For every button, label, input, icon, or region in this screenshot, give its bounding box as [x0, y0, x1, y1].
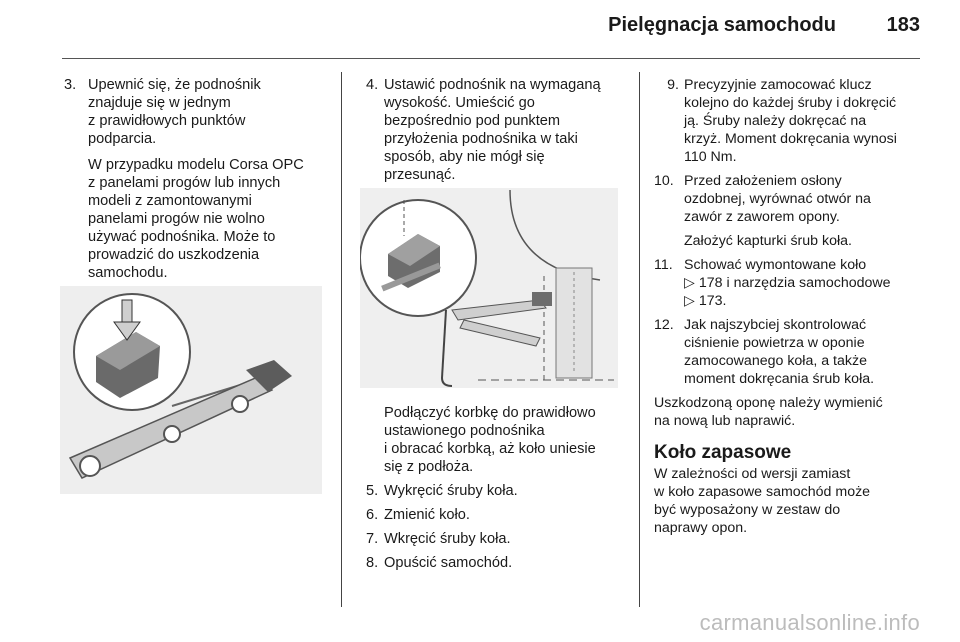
list-item-10 [654, 172, 924, 226]
list-number: 6. [366, 507, 379, 523]
list-text: Ustawić podnośnik na wymaganą wysokość. Umieścić go bezpośrednio pod punktem przyłożenia podnośnika w taki sposób, aby nie mógł się przesunąć. [384, 77, 601, 183]
body-text: Uszkodzoną oponę należy wymienić na nową lub naprawić. [654, 395, 883, 429]
list-number: 4. [366, 77, 379, 93]
column-1 [64, 76, 332, 282]
list-item-4 [366, 76, 632, 184]
list-number: 9. [667, 77, 679, 93]
list-text: Upewnić się, że podnośnik znajduje się w jednym z prawidłowych punktów podparcia. [88, 77, 261, 147]
running-header-title: Pielęgnacja samochodu [608, 14, 836, 36]
list-item-12 [654, 316, 924, 388]
list-item-6 [366, 506, 632, 524]
jack-illustration [60, 286, 322, 494]
body-text: W zależności od wersji zamiast w koło zapasowe samochód może być wyposażony w zestaw do naprawy opon. [654, 466, 871, 536]
column-divider-2 [639, 72, 640, 607]
list-item-7 [366, 530, 632, 548]
list-number: 11. [654, 257, 673, 273]
list-text: Opuścić samochód. [384, 555, 513, 571]
page-reference: 173. [698, 293, 727, 309]
header-rule [62, 58, 920, 59]
list-item-8 [366, 554, 632, 572]
list-number: 3. [64, 77, 77, 93]
list-text: Wkręcić śruby koła. [384, 531, 511, 547]
list-text: Precyzyjnie zamocować klucz kolejno do każdej śruby i dokręcić ją. Śruby należy dokręcać na krzyż. Moment dokręcania wynosi 110 Nm. [684, 77, 897, 165]
column-3 [654, 76, 924, 537]
page-number: 183 [886, 14, 920, 36]
list-text: Wykręcić śruby koła. [384, 483, 518, 499]
column-2-continued [366, 404, 632, 572]
list-item-5 [366, 482, 632, 500]
watermark: carmanualsonline.info [699, 610, 920, 635]
page-reference: 178 i narzędzia samochodowe [698, 275, 891, 291]
list-item-9 [654, 76, 924, 166]
section-heading: Koło zapasowe [654, 442, 792, 463]
list-number: 8. [366, 555, 379, 571]
note-text: W przypadku modelu Corsa OPC z panelami progów lub innych modeli z zamontowanymi panelami progów nie wolno używać podnośnika. Może to prowadzić do uszkodzenia samochodu. [88, 157, 304, 281]
list-text-line: Schować wymontowane koło [684, 257, 867, 273]
note-text: Podłączyć korbkę do prawidłowo ustawionego podnośnika i obracać korbką, aż koło uniesie się z podłoża. [384, 405, 596, 475]
arrow-ref-icon[interactable]: ▷ [684, 275, 695, 291]
column-2 [366, 76, 632, 184]
list-text: Zmienić koło. [384, 507, 470, 523]
note-text: Założyć kapturki śrub koła. [684, 233, 852, 249]
list-text [684, 256, 924, 310]
list-text: Jak najszybciej skontrolować ciśnienie powietrza w oponie zamocowanego koła, a także moment dokręcania śrub koła. [684, 317, 875, 387]
column-divider-1 [341, 72, 342, 607]
list-number: 10. [654, 173, 674, 189]
list-number: 7. [366, 531, 379, 547]
list-text: Przed założeniem osłony ozdobnej, wyrównać otwór na zawór z zaworem opony. [684, 173, 871, 225]
list-number: 5. [366, 483, 379, 499]
list-number: 12. [654, 317, 674, 333]
list-item-11 [654, 256, 924, 310]
list-item-3 [64, 76, 332, 148]
arrow-ref-icon[interactable]: ▷ [684, 293, 695, 309]
jack-placement-illustration [360, 188, 618, 388]
